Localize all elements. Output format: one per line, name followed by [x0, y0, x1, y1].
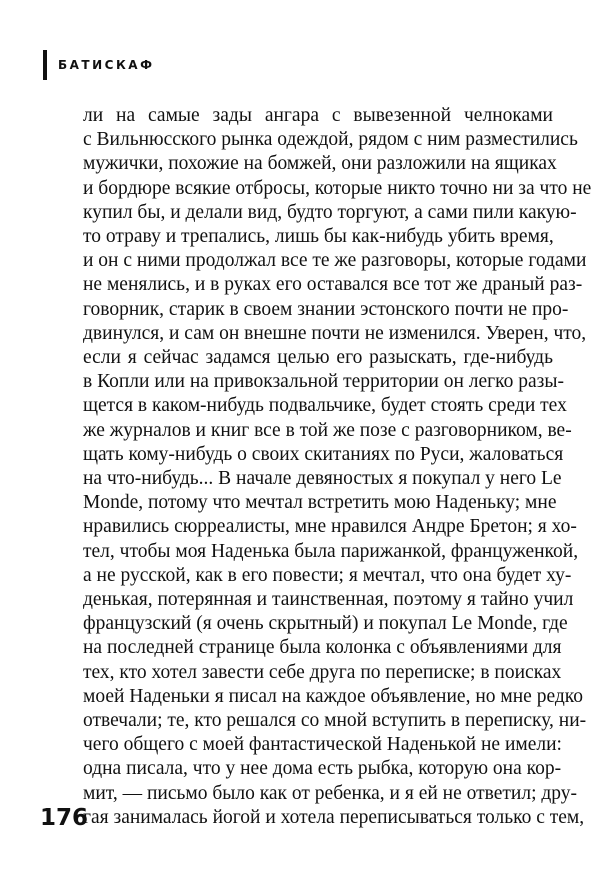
text-line: Monde, потому что мечтал встретить мою Наденьку; мне: [83, 492, 557, 514]
text-line: если я сейчас задамся целью его разыскать, где-нибудь: [83, 347, 553, 369]
text-line: говорник, старик в своем знании эстонского почти не про-: [83, 298, 569, 320]
text-line: купил бы, и делали вид, будто торгуют, а сами пили какую-: [83, 201, 577, 223]
text-line: а не русской, как в его повести; я мечтал, что она будет ху-: [83, 564, 572, 586]
text-line: денькая, потерянная и таинственная, поэтому я тайно учил: [83, 589, 574, 611]
text-line: же журналов и книг все в той же позе с разговорником, ве-: [83, 419, 572, 441]
text-line: одна писала, что у нее дома есть рыбка, которую она кор-: [83, 758, 562, 780]
text-line: нравились сюрреалисты, мне нравился Андре Бретон; я хо-: [83, 516, 577, 538]
text-line: двинулся, и сам он внешне почти не изменился. Уверен, что,: [83, 322, 587, 344]
text-line: щется в каком-нибудь подвальчике, будет стоять среди тех: [83, 395, 567, 417]
text-line: мужички, похожие на бомжей, они разложили на ящиках: [83, 153, 557, 175]
text-line: тел, чтобы моя Наденька была парижанкой, француженкой,: [83, 540, 579, 562]
running-head: БАТИСКАФ: [58, 58, 155, 72]
body-text: [83, 104, 592, 830]
text-line: отвечали; те, кто решался со мной вступить в переписку, ни-: [83, 710, 587, 732]
text-line: в Копли или на привокзальной территории он легко разы-: [83, 371, 564, 393]
text-line: мит, — письмо было как от ребенка, и я ей не ответил; дру-: [83, 782, 578, 804]
text-line: тех, кто хотел завести себе друга по переписке; в поисках: [83, 661, 562, 683]
text-line: и он с ними продолжал все те же разговоры, которые годами: [83, 250, 587, 272]
text-line: то отраву и трепались, лишь бы как-нибудь убить время,: [83, 226, 554, 248]
text-line: с Вильнюсского рынка одеждой, рядом с ним разместились: [83, 129, 578, 151]
text-line: на последней странице была колонка с объявлениями для: [83, 637, 562, 659]
text-line: моей Наденьки я писал на каждое объявление, но мне редко: [83, 685, 583, 707]
text-line: щать кому-нибудь о своих скитаниях по Руси, жаловаться: [83, 443, 564, 465]
text-line: гая занималась йогой и хотела переписываться только с тем,: [83, 806, 585, 828]
text-line: не менялись, и в руках его оставался все тот же драный раз-: [83, 274, 583, 296]
text-line: ли на самые зады ангара с вывезенной челноками: [83, 105, 553, 126]
text-line: и бордюре всякие отбросы, которые никто точно ни за что не: [83, 177, 592, 199]
text-line: французский (я очень скрытный) и покупал Le Monde, где: [83, 613, 568, 635]
text-line: чего общего с моей фантастической Наденькой не имели:: [83, 734, 562, 756]
page-number: 176: [40, 805, 89, 831]
running-head-rule: [43, 50, 47, 80]
text-line: на что-нибудь... В начале девяностых я покупал у него Le: [83, 468, 562, 490]
